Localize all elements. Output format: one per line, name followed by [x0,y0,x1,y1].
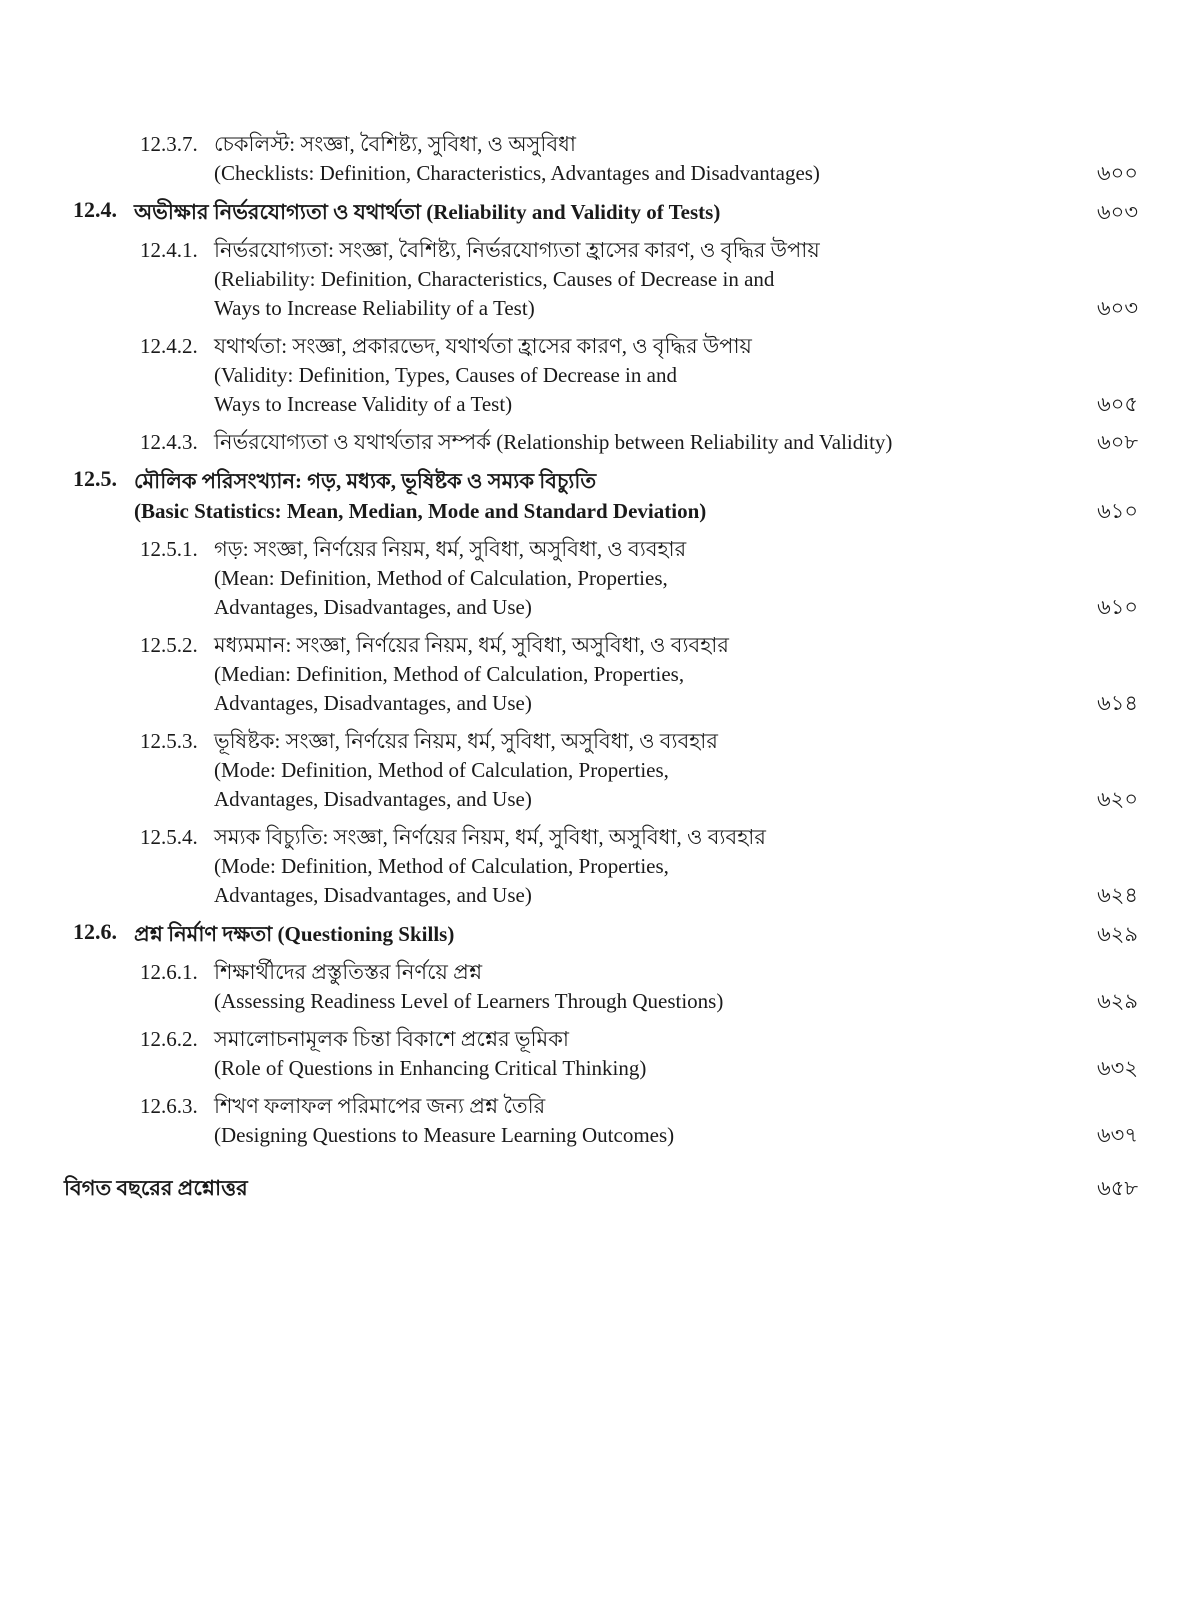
toc-subsection-entry [0,332,1200,419]
page-number: ৬৫৮ [1097,1176,1138,1200]
entry-title-line: মৌলিক পরিসংখ্যান: গড়, মধ্যক, ভূষিষ্টক ও সম্যক বিচ্যুতি [134,469,597,493]
entry-number: 12.5.3. [140,729,198,753]
entry-title-line: (Validity: Definition, Types, Causes of Decrease in and [214,363,677,387]
entry-title [214,236,1064,323]
page-number: ৬২০ [1097,787,1138,811]
entry-title [214,958,1064,1016]
entry-title [134,197,1064,227]
entry-title [214,1025,1064,1083]
entry-title-line: যথার্থতা: সংজ্ঞা, প্রকারভেদ, যথার্থতা হ্রাসের কারণ, ও বৃদ্ধির উপায় [214,334,752,358]
entry-title-line: (Reliability: Definition, Characteristics, Causes of Decrease in and [214,267,775,291]
entry-title-line: (Median: Definition, Method of Calculation, Properties, [214,662,685,686]
entry-number: 12.4.3. [140,430,198,454]
entry-number: 12.4.1. [140,238,198,262]
toc-subsection-entry [0,958,1200,1016]
page-number: ৬২৪ [1097,883,1138,907]
page-number: ৬০৩ [1097,200,1138,224]
toc-subsection-entry [0,236,1200,323]
entry-title [134,919,1064,949]
entry-title-line: সমালোচনামূলক চিন্তা বিকাশে প্রশ্নের ভূমিকা [214,1027,569,1051]
entry-number: 12.5.1. [140,537,198,561]
page-number: ৬২৯ [1097,922,1138,946]
entry-title-line: Advantages, Disadvantages, and Use) [214,691,532,715]
entry-number: 12.6.2. [140,1027,198,1051]
page-number: ৬০০ [1097,161,1138,185]
toc-subsection-entry [0,727,1200,814]
toc-subsection-entry [0,535,1200,622]
entry-number: 12.4.2. [140,334,198,358]
entry-title-line: Advantages, Disadvantages, and Use) [214,787,532,811]
entry-title-line: (Mode: Definition, Method of Calculation, Properties, [214,854,669,878]
entry-title-line: (Mode: Definition, Method of Calculation, Properties, [214,758,669,782]
entry-title [134,466,1064,526]
entry-title [214,727,1064,814]
toc-subsection-entry [0,1092,1200,1150]
entry-title-line: শিক্ষার্থীদের প্রস্তুতিস্তর নির্ণয়ে প্রশ্ন [214,960,483,984]
toc-final-entry [0,1174,1200,1203]
entry-title-line: Advantages, Disadvantages, and Use) [214,595,532,619]
entry-title-line: সম্যক বিচ্যুতি: সংজ্ঞা, নির্ণয়ের নিয়ম, ধর্ম, সুবিধা, অসুবিধা, ও ব্যবহার [214,825,766,849]
toc-subsection-entry [0,823,1200,910]
toc-subsection-entry [0,631,1200,718]
entry-number: 12.6.1. [140,960,198,984]
toc-section-entry [0,197,1200,227]
entry-title [214,130,1064,188]
entry-number: 12.6. [73,919,117,944]
entry-title-line: (Mean: Definition, Method of Calculation, Properties, [214,566,668,590]
page-number: ৬০৮ [1097,430,1138,454]
entry-title-line: (Checklists: Definition, Characteristics, Advantages and Disadvantages) [214,161,820,185]
entry-title [214,428,1064,457]
entry-title-line: Advantages, Disadvantages, and Use) [214,883,532,907]
page-number: ৬০৫ [1097,392,1138,416]
entry-title-line: Ways to Increase Reliability of a Test) [214,296,535,320]
entry-number: 12.4. [73,197,117,222]
table-of-contents [0,130,1200,1203]
entry-number: 12.5.2. [140,633,198,657]
entry-title-line: অভীক্ষার নির্ভরযোগ্যতা ও যথার্থতা (Reliability and Validity of Tests) [134,200,721,224]
entry-title-line: (Basic Statistics: Mean, Median, Mode and Standard Deviation) [134,499,707,523]
entry-title-line: প্রশ্ন নির্মাণ দক্ষতা (Questioning Skills) [134,922,455,946]
entry-title-line: ভূষিষ্টক: সংজ্ঞা, নির্ণয়ের নিয়ম, ধর্ম, সুবিধা, অসুবিধা, ও ব্যবহার [214,729,718,753]
toc-subsection-entry [0,1025,1200,1083]
entry-title-line: শিখণ ফলাফল পরিমাপের জন্য প্রশ্ন তৈরি [214,1094,546,1118]
entry-title [214,1092,1064,1150]
entry-number: 12.5.4. [140,825,198,849]
entry-title-line: মধ্যমমান: সংজ্ঞা, নির্ণয়ের নিয়ম, ধর্ম, সুবিধা, অসুবিধা, ও ব্যবহার [214,633,729,657]
entry-title-line: (Designing Questions to Measure Learning Outcomes) [214,1123,675,1147]
entry-title-line: (Role of Questions in Enhancing Critical Thinking) [214,1056,647,1080]
entry-number: 12.3.7. [140,132,198,156]
page-number: ৬২৯ [1097,989,1138,1013]
entry-title [214,823,1064,910]
entry-title-line: নির্ভরযোগ্যতা ও যথার্থতার সম্পর্ক (Relationship between Reliability and Validity) [214,430,893,454]
toc-subsection-entry [0,428,1200,457]
entry-title [214,631,1064,718]
page-number: ৬৩৭ [1097,1123,1138,1147]
page-number: ৬১০ [1097,499,1138,523]
entry-title-line: গড়: সংজ্ঞা, নির্ণয়ের নিয়ম, ধর্ম, সুবিধা, অসুবিধা, ও ব্যবহার [214,537,687,561]
entry-title-line: বিগত বছরের প্রশ্নোত্তর [64,1176,248,1200]
toc-section-entry [0,466,1200,526]
entry-title-line: চেকলিস্ট: সংজ্ঞা, বৈশিষ্ট্য, সুবিধা, ও অসুবিধা [214,132,576,156]
entry-title [214,535,1064,622]
entry-number: 12.5. [73,466,117,491]
entry-title-line: (Assessing Readiness Level of Learners Through Questions) [214,989,724,1013]
page-number: ৬০৩ [1097,296,1138,320]
toc-section-entry [0,919,1200,949]
entry-title [214,332,1064,419]
page-number: ৬১০ [1097,595,1138,619]
entry-title [64,1174,1064,1203]
entry-number: 12.6.3. [140,1094,198,1118]
entry-title-line: নির্ভরযোগ্যতা: সংজ্ঞা, বৈশিষ্ট্য, নির্ভরযোগ্যতা হ্রাসের কারণ, ও বৃদ্ধির উপায় [214,238,820,262]
page-number: ৬১৪ [1097,691,1138,715]
page-number: ৬৩২ [1097,1056,1138,1080]
entry-title-line: Ways to Increase Validity of a Test) [214,392,513,416]
toc-subsection-entry [0,130,1200,188]
